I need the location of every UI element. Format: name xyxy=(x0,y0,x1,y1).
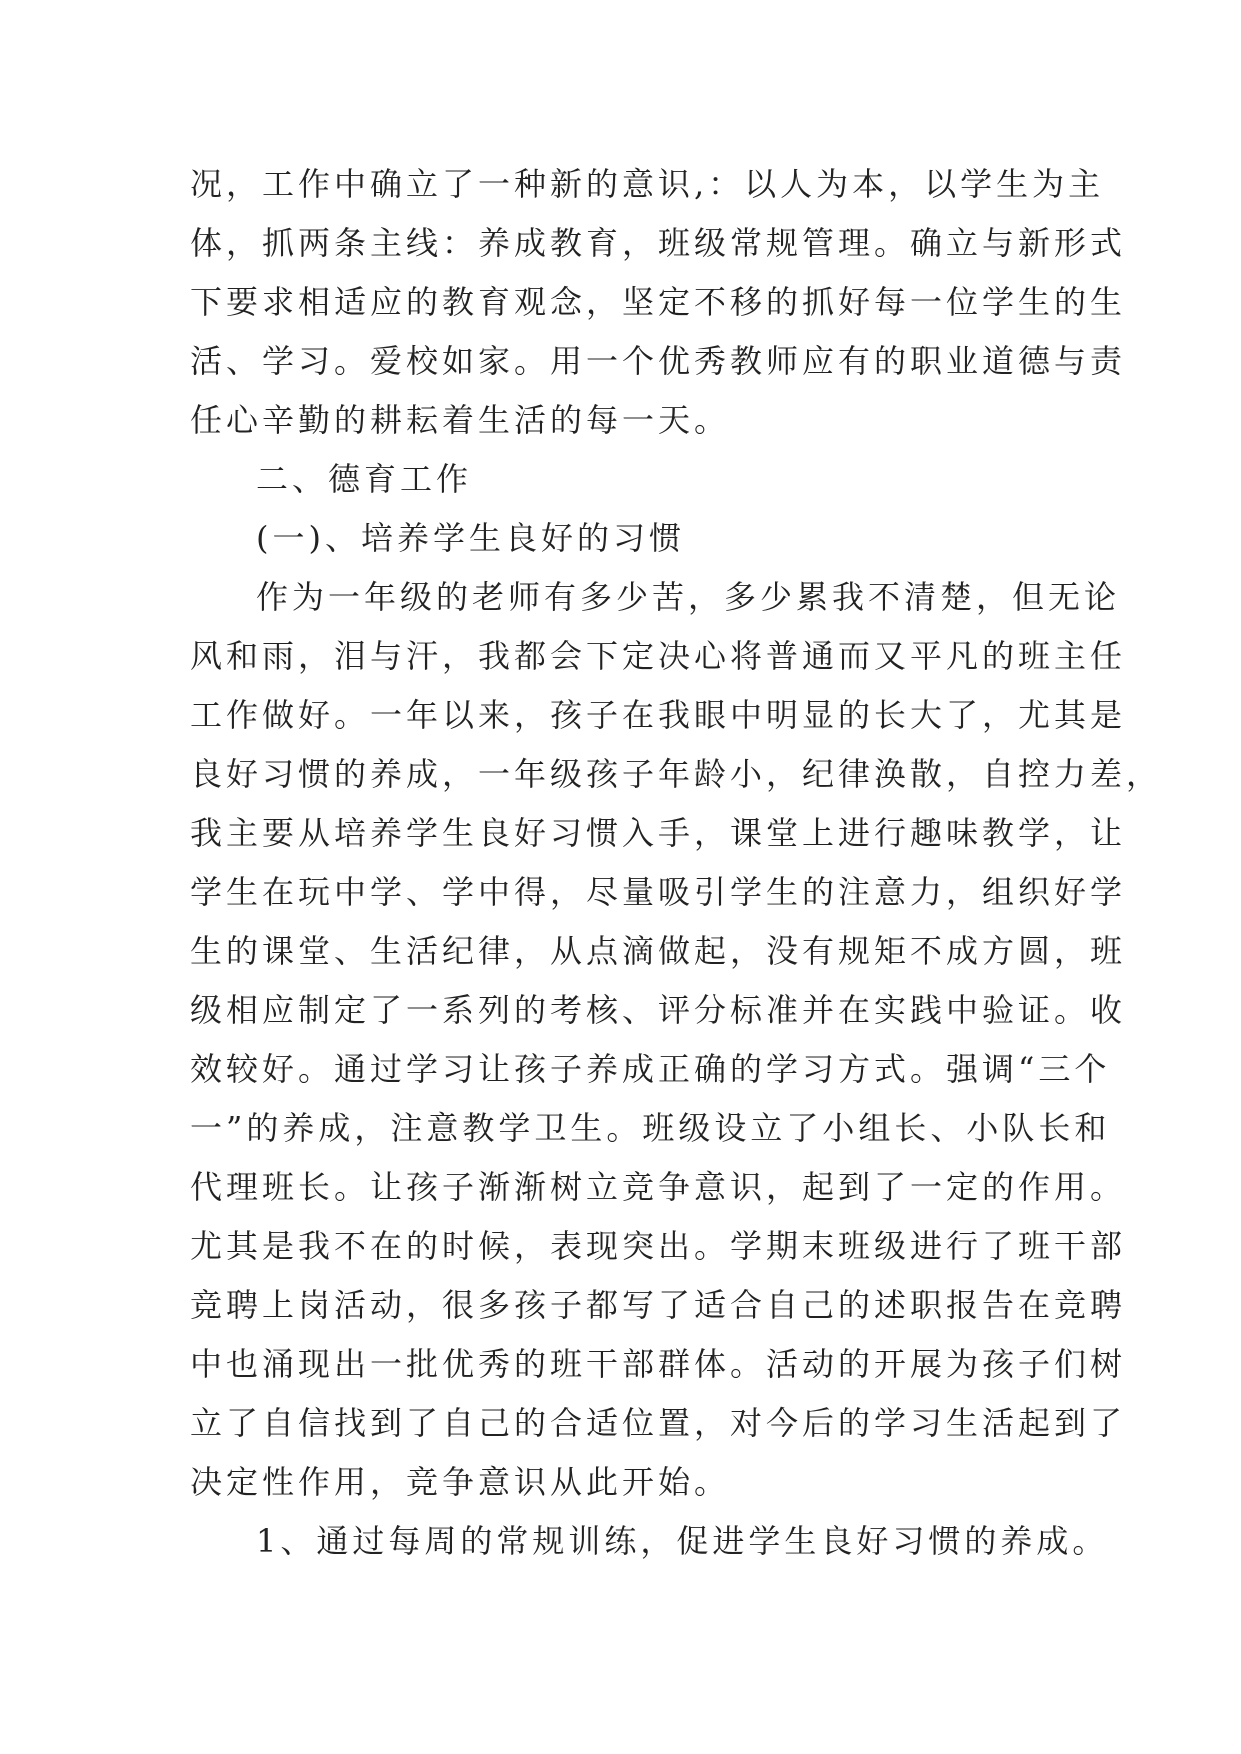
paragraph-line: 我主要从培养学生良好习惯入手，课堂上进行趣味教学，让 xyxy=(190,814,1127,852)
paragraph-line: 生的课堂、生活纪律，从点滴做起，没有规矩不成方圆，班 xyxy=(190,932,1127,970)
paragraph-line: 尤其是我不在的时候，表现突出。学期末班级进行了班干部 xyxy=(190,1227,1127,1265)
subsection-heading: (一)、培养学生良好的习惯 xyxy=(256,519,685,557)
paragraph-line: 中也涌现出一批优秀的班干部群体。活动的开展为孩子们树 xyxy=(190,1345,1127,1383)
section-heading: 二、德育工作 xyxy=(256,460,473,498)
paragraph-line: 效较好。通过学习让孩子养成正确的学习方式。强调“三个 xyxy=(190,1050,1111,1088)
paragraph-line: 级相应制定了一系列的考核、评分标准并在实践中验证。收 xyxy=(190,991,1127,1029)
list-item: 1、通过每周的常规训练，促进学生良好习惯的养成。 xyxy=(256,1522,1109,1560)
paragraph-line: 下要求相适应的教育观念，坚定不移的抓好每一位学生的生 xyxy=(190,283,1127,321)
paragraph-line: 体，抓两条主线：养成教育，班级常规管理。确立与新形式 xyxy=(190,224,1127,262)
paragraph-line: 任心辛勤的耕耘着生活的每一天。 xyxy=(190,401,731,439)
paragraph-line: 风和雨，泪与汗，我都会下定决心将普通而又平凡的班主任 xyxy=(190,637,1127,675)
paragraph-line: 工作做好。一年以来，孩子在我眼中明显的长大了，尤其是 xyxy=(190,696,1127,734)
paragraph-line: 况，工作中确立了一种新的意识,：以人为本，以学生为主 xyxy=(190,165,1105,203)
paragraph-line: 作为一年级的老师有多少苦，多少累我不清楚，但无论 xyxy=(256,578,1121,616)
paragraph-line: 学生在玩中学、学中得，尽量吸引学生的注意力，组织好学 xyxy=(190,873,1127,911)
paragraph-line: 竞聘上岗活动，很多孩子都写了适合自己的述职报告在竞聘 xyxy=(190,1286,1127,1324)
paragraph-line: 活、学习。爱校如家。用一个优秀教师应有的职业道德与责 xyxy=(190,342,1127,380)
paragraph-line: 代理班长。让孩子渐渐树立竞争意识，起到了一定的作用。 xyxy=(190,1168,1127,1206)
paragraph-line: 立了自信找到了自己的合适位置，对今后的学习生活起到了 xyxy=(190,1404,1127,1442)
paragraph-line: 一”的养成，注意教学卫生。班级设立了小组长、小队长和 xyxy=(190,1109,1111,1147)
paragraph-line: 良好习惯的养成，一年级孩子年龄小，纪律涣散，自控力差， xyxy=(190,755,1163,793)
paragraph-line: 决定性作用，竞争意识从此开始。 xyxy=(190,1463,731,1501)
